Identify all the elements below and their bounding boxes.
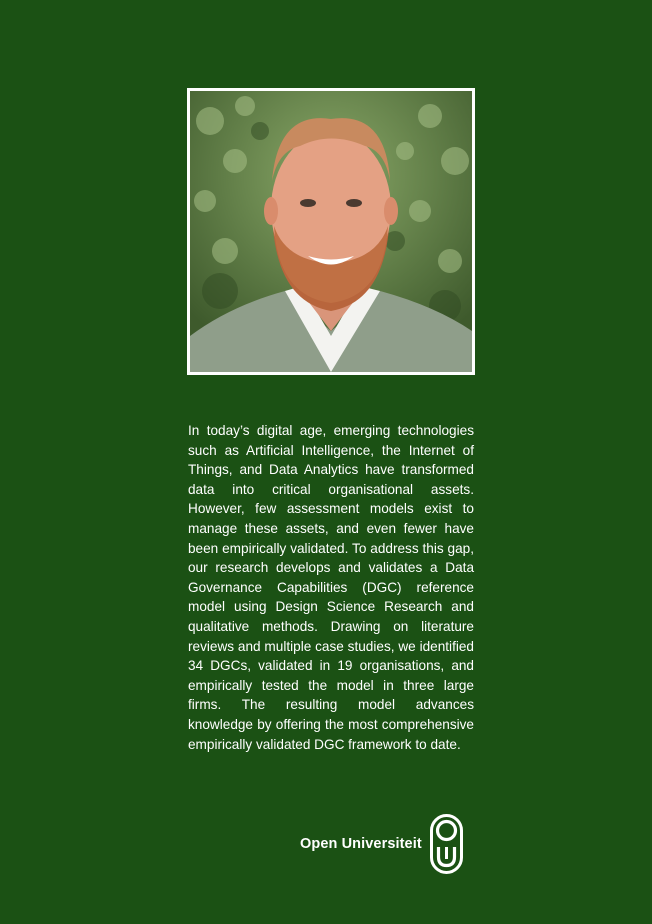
author-portrait [190,91,472,372]
author-photo [187,88,475,375]
open-universiteit-logo [300,814,463,874]
logo-wordmark: Open Universiteit [300,836,422,852]
abstract-text: In today’s digital age, emerging technologies such as Artificial Intelligence, the Internet of Things, and Data Analytics have transformed data into critical organisational assets. However, few assessment models exist to manage these assets, and even fewer have been empirically validated. To address this gap, our research develops and validates a Data Governance Capabilities (DGC) reference model using Design Science Research and qualitative methods. Drawing on literature reviews and multiple case studies, we identified 34 DGCs, validated in 19 organisations, and empirically tested the model in three large firms. The resulting model advances knowledge by offering the most comprehensive empirically validated DGC framework to date. [188,423,474,752]
ou-logo-mark-icon [430,814,463,874]
